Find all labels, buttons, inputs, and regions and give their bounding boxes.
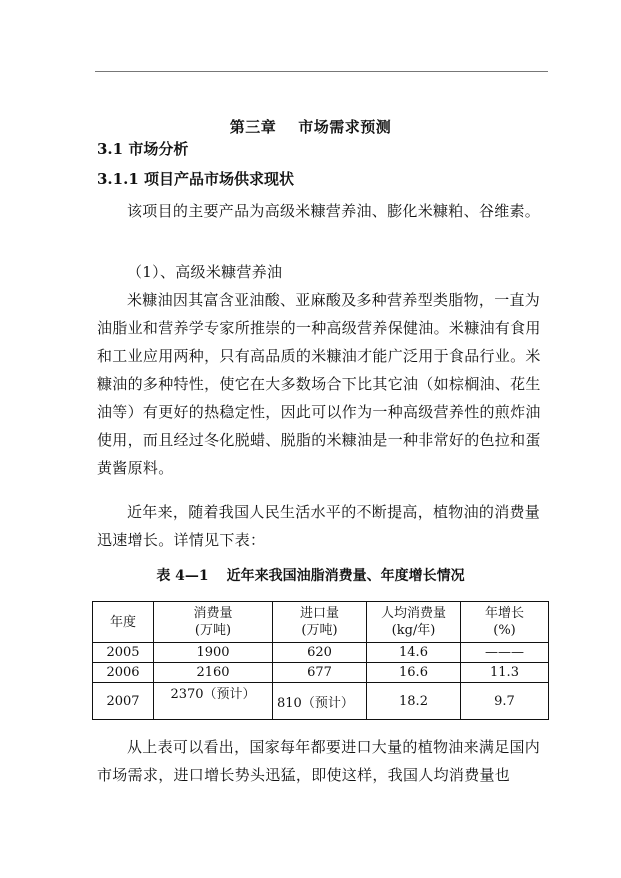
conclusion-paragraph: 从上表可以看出，国家每年都要进口大量的植物油来满足国内市场需求，进口增长势头迅猛，即使这样，我国人均消费量也 [97, 738, 541, 784]
header-year: 年度 [93, 602, 154, 643]
cell-import: 620 [273, 643, 367, 663]
cell-per-capita: 16.6 [367, 663, 461, 683]
chapter-heading [0, 116, 621, 137]
recent-growth-paragraph: 近年来，随着我国人民生活水平的不断提高，植物油的消费量迅速增长。详情见下表： [97, 503, 541, 549]
cell-per-capita: 18.2 [367, 683, 461, 720]
table-number: 表 4—1 [156, 568, 209, 584]
table-header-row [93, 602, 549, 643]
table-caption [0, 565, 621, 585]
cell-import: 810（预计） [273, 683, 367, 720]
cell-year: 2006 [93, 663, 154, 683]
cell-consumption: 2370（预计） [154, 683, 273, 720]
table-row [93, 663, 549, 683]
chapter-number: 第三章 [229, 118, 277, 136]
consumption-table [92, 601, 549, 720]
cell-growth: ——— [461, 643, 549, 663]
cell-growth: 9.7 [461, 683, 549, 720]
item1-body-paragraph: 米糠油因其富含亚油酸、亚麻酸及多种营养型类脂物，一直为油脂业和营养学专家所推崇的一种高级营养保健油。米糠油有食用和工业应用两种，只有高品质的米糠油才能广泛用于食品行业。米糠油的多种特性，使它在大多数场合下比其它油（如棕榈油、花生油等）有更好的热稳定性，因此可以作为一种高级营养性的煎炸油使用，而且经过冬化脱蜡、脱脂的米糠油是一种非常好的色拉和蛋黄酱原料。 [97, 291, 541, 477]
intro-paragraph: 该项目的主要产品为高级米糠营养油、膨化米糠粕、谷维素。 [127, 202, 541, 220]
cell-year: 2005 [93, 643, 154, 663]
cell-consumption: 2160 [154, 663, 273, 683]
table-row [93, 643, 549, 663]
header-import: 进口量 (万吨) [273, 602, 367, 643]
header-consumption: 消费量 (万吨) [154, 602, 273, 643]
table-title: 近年来我国油脂消费量、年度增长情况 [226, 568, 465, 584]
header-per-capita: 人均消费量 (kg/年) [367, 602, 461, 643]
item1-heading: （1）、高级米糠营养油 [127, 263, 283, 281]
cell-per-capita: 14.6 [367, 643, 461, 663]
cell-import: 677 [273, 663, 367, 683]
chapter-title: 市场需求预测 [298, 118, 392, 136]
subsection-heading: 3.1.1 项目产品市场供求现状 [97, 170, 294, 188]
table-row [93, 683, 549, 720]
header-rule [95, 71, 548, 72]
cell-year: 2007 [93, 683, 154, 720]
cell-growth: 11.3 [461, 663, 549, 683]
section-heading: 3.1 市场分析 [97, 140, 189, 158]
cell-consumption: 1900 [154, 643, 273, 663]
header-annual-growth: 年增长 (%) [461, 602, 549, 643]
